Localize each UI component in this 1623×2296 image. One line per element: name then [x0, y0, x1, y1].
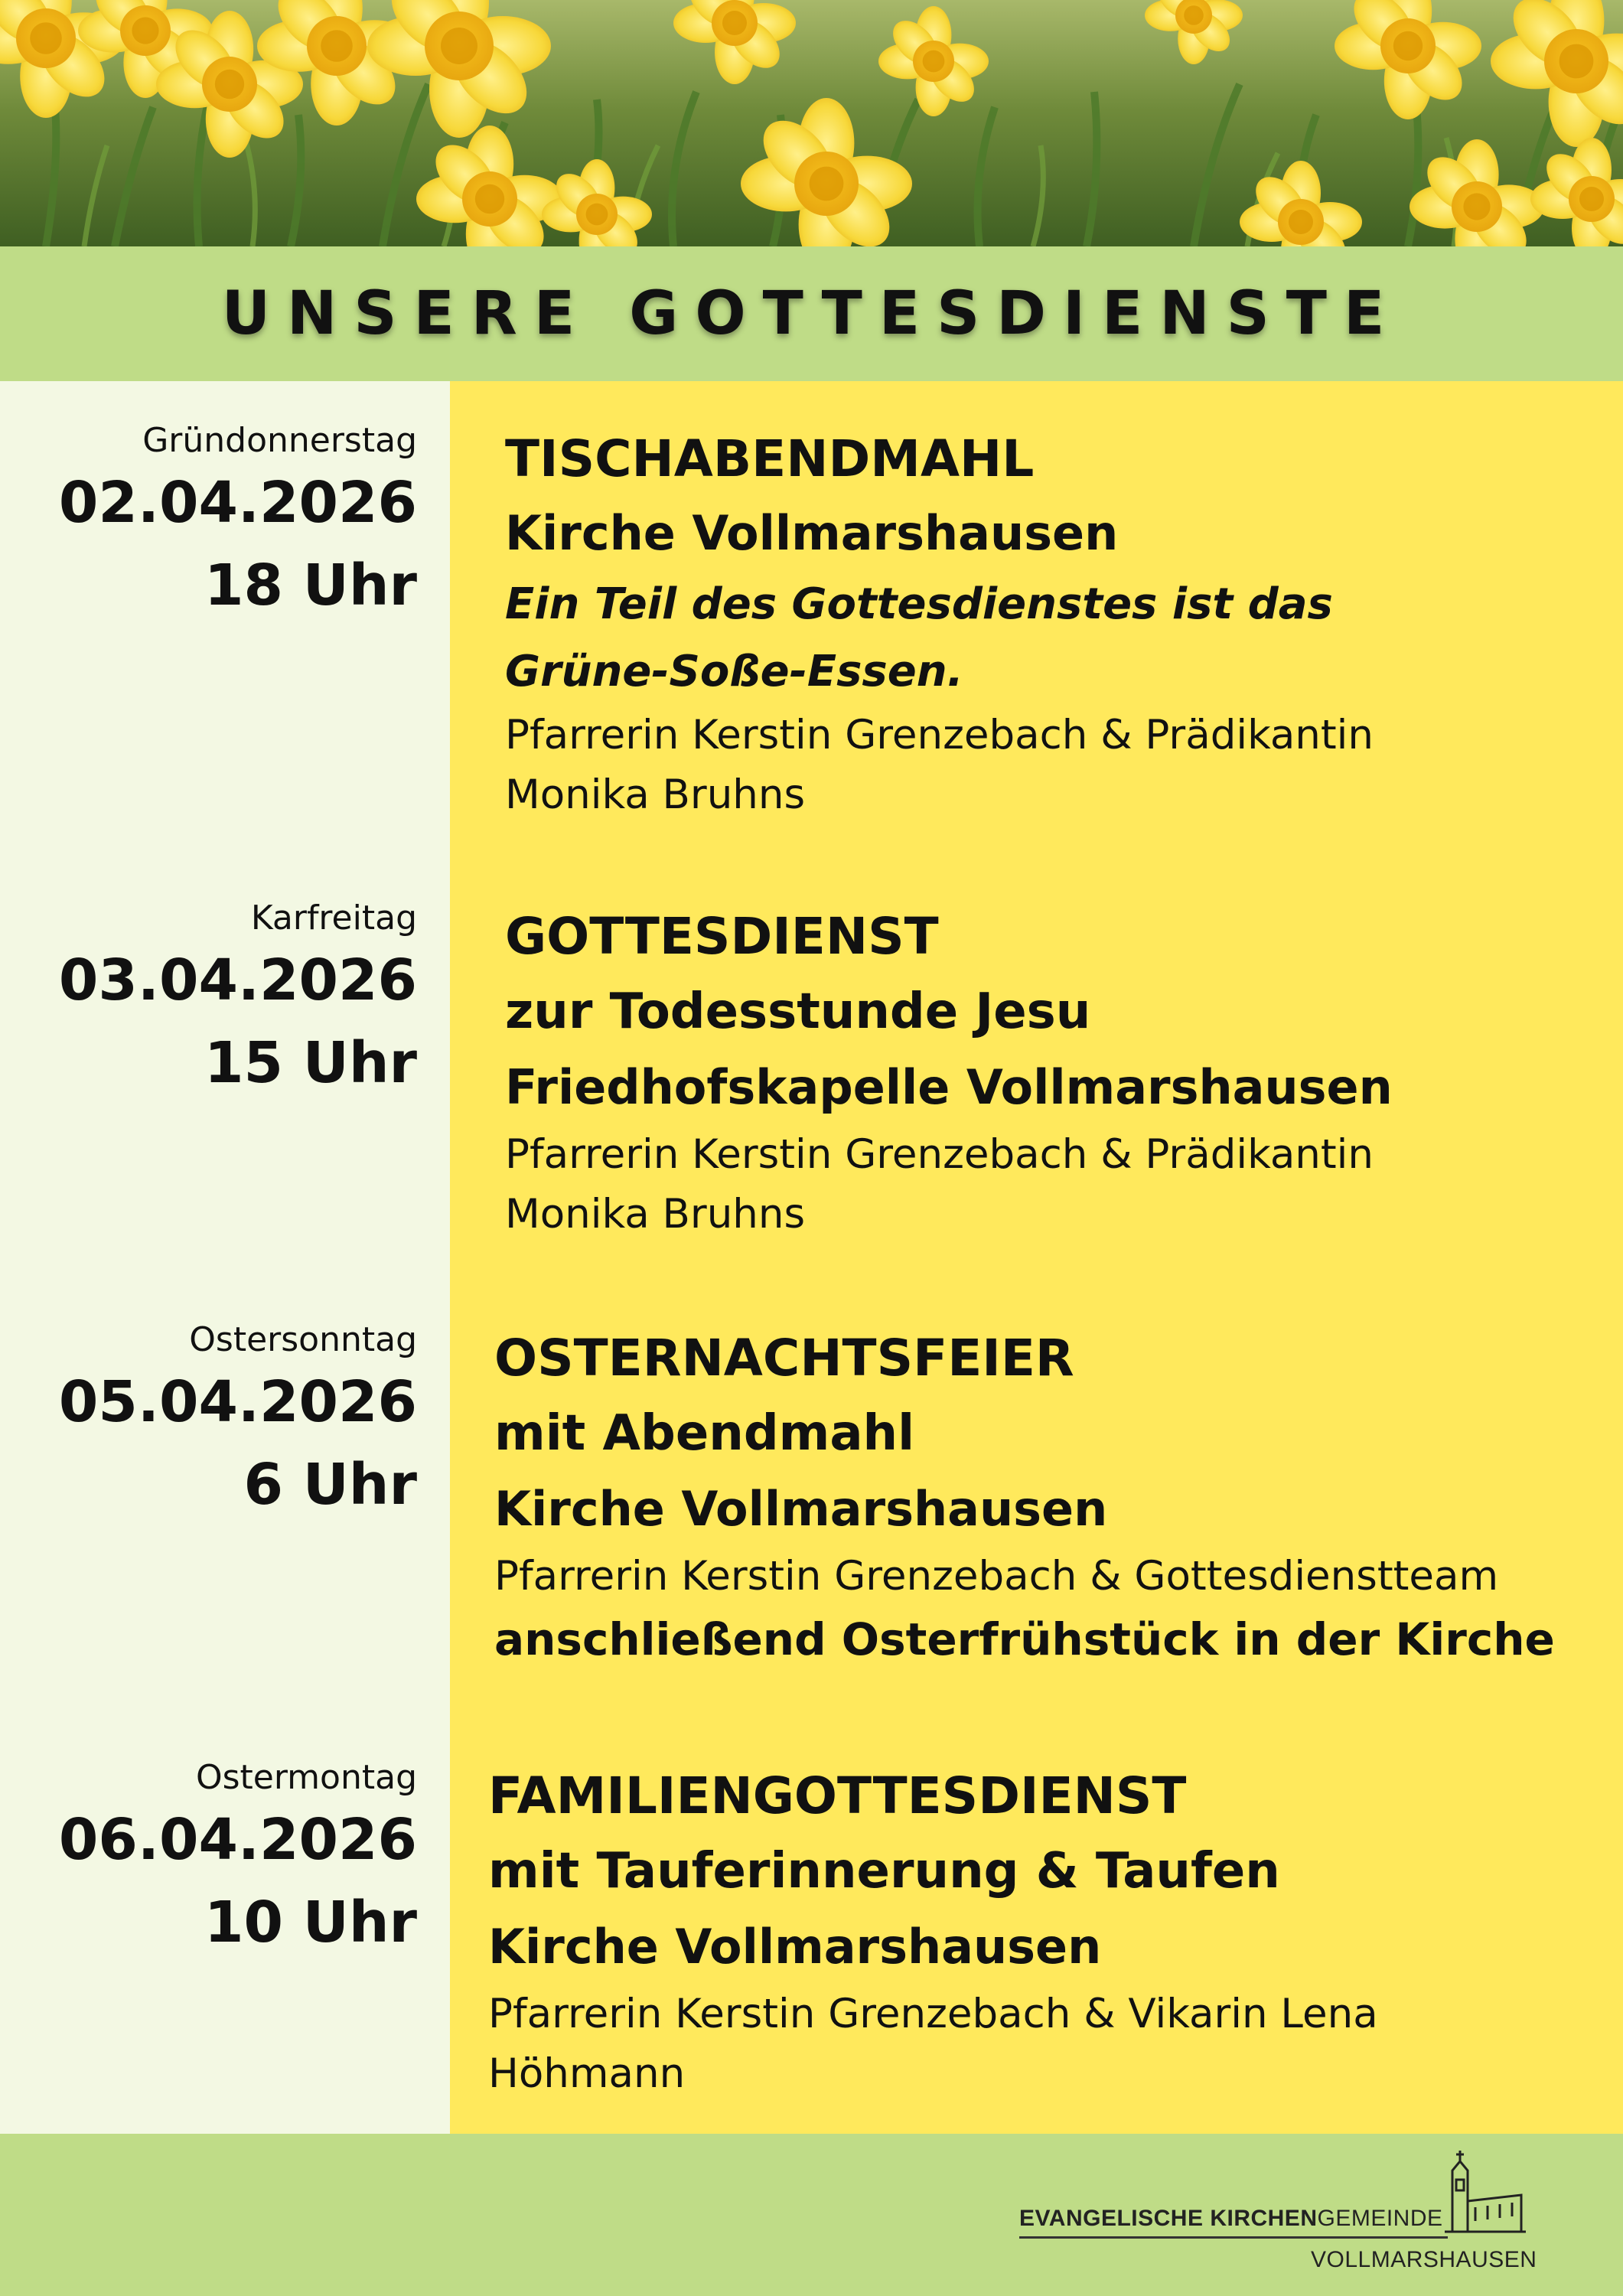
service-date: 06.04.2026: [58, 1807, 417, 1873]
service-date-block: [59, 897, 417, 1105]
service-date: 05.04.2026: [58, 1369, 417, 1435]
daffodils-photo: [0, 0, 1623, 246]
service-place: Friedhofskapelle Vollmarshausen: [505, 1059, 1393, 1115]
service-note: Ein Teil des Gottesdienstes ist das: [505, 579, 1333, 629]
logo-name: [1019, 2206, 1443, 2232]
service-details: [505, 900, 1393, 1244]
service-title: OSTERNACHTSFEIER: [494, 1329, 1074, 1388]
service-extra: anschließend Osterfrühstück in der Kirche: [494, 1613, 1555, 1665]
service-time: 6 Uhr: [243, 1452, 417, 1518]
service-people: Höhmann: [488, 2050, 686, 2097]
service-people: Pfarrerin Kerstin Grenzebach & Prädikantin: [505, 712, 1374, 758]
service-subtitle: mit Tauferinnerung & Taufen: [488, 1843, 1280, 1900]
service-weekday: Karfreitag: [250, 899, 417, 938]
service-details: [494, 1322, 1555, 1672]
service-weekday: Gründonnerstag: [142, 421, 417, 460]
service-subtitle: mit Abendmahl: [494, 1405, 914, 1462]
logo-underline: [1019, 2236, 1448, 2239]
church-logo: [1016, 2148, 1537, 2276]
service-people: Pfarrerin Kerstin Grenzebach & Vikarin Lena: [488, 1991, 1378, 2037]
service-people: Monika Bruhns: [505, 1191, 806, 1238]
service-subtitle: zur Todesstunde Jesu: [505, 983, 1091, 1040]
service-weekday: Ostermontag: [195, 1758, 417, 1797]
service-details: [505, 422, 1374, 825]
page-title: UNSERE GOTTESDIENSTE: [221, 279, 1402, 348]
service-place: Kirche Vollmarshausen: [505, 505, 1119, 561]
service-date-block: [59, 1319, 417, 1527]
title-band: [0, 246, 1623, 381]
service-people: Monika Bruhns: [505, 771, 806, 818]
service-weekday: Ostersonntag: [189, 1320, 417, 1359]
service-people: Pfarrerin Kerstin Grenzebach & Prädikantin: [505, 1131, 1374, 1178]
header-photo: [0, 0, 1623, 246]
service-time: 15 Uhr: [204, 1030, 417, 1096]
service-time: 18 Uhr: [204, 553, 417, 618]
service-date: 02.04.2026: [58, 470, 417, 536]
service-place: Kirche Vollmarshausen: [494, 1481, 1108, 1537]
church-icon: [1437, 2148, 1529, 2239]
service-details: [488, 1760, 1378, 2104]
service-place: Kirche Vollmarshausen: [488, 1919, 1102, 1975]
service-title: TISCHABENDMAHL: [505, 429, 1035, 488]
service-date-block: [59, 419, 417, 628]
service-note: Grüne-Soße-Essen.: [505, 647, 963, 696]
service-date: 03.04.2026: [58, 947, 417, 1013]
service-people: Pfarrerin Kerstin Grenzebach & Gottesdienstteam: [494, 1553, 1499, 1600]
logo-place: VOLLMARSHAUSEN: [1311, 2247, 1537, 2272]
logo-name-regular: GEMEINDE: [1317, 2206, 1443, 2231]
service-date-block: [59, 1756, 417, 1965]
logo-name-bold: EVANGELISCHE KIRCHEN: [1019, 2206, 1318, 2231]
service-time: 10 Uhr: [204, 1890, 417, 1955]
service-title: FAMILIENGOTTESDIENST: [488, 1766, 1187, 1825]
service-title: GOTTESDIENST: [505, 907, 939, 966]
